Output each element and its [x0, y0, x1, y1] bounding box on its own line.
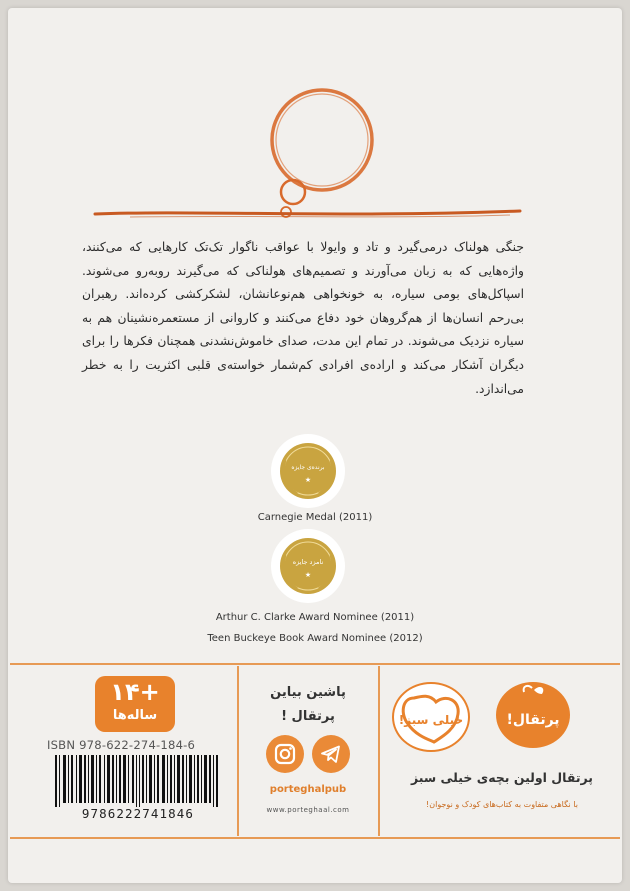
column-divider-left [237, 666, 239, 836]
brand-slogan: پرتقال اولین بچه‌ی خیلی سبز [411, 770, 593, 785]
award-seal-nominee-icon [269, 527, 347, 605]
circles-illustration [0, 0, 630, 230]
telegram-icon[interactable] [312, 735, 350, 773]
social-handle[interactable]: porteghalpub [269, 784, 347, 795]
logo-green-text: خیلی سبز! [398, 713, 464, 727]
award-seal-winner-icon [269, 432, 347, 510]
khili-sabz-logo [392, 682, 470, 752]
seal2-label: نامزد جایزه [292, 558, 324, 566]
isbn-text: ISBN 978-622-274-184-6 [47, 738, 196, 752]
svg-text:★: ★ [304, 476, 312, 484]
award-buckeye: Teen Buckeye Book Award Nominee (2012) [207, 633, 423, 644]
award-carnegie: Carnegie Medal (2011) [257, 512, 373, 523]
seal1-label: برنده‌ی جایزه [291, 464, 325, 471]
synopsis-text: جنگی هولناک درمی‌گیرد و تاد و وایولا با عواقب ناگوار تک‌تک کارهایی که می‌کنند، واژه‌هایی که به زبان می‌آورند و تصمیم‌های هولناکی که می‌گیرند روبه‌رو می‌شوند. اسپاکل‌های بومی سیاره، به خونخواهی هم‌نوعانشان، لشکرکشی کرده‌اند. رهبران بی‌رحم انسان‌ها از هم‌گروهان خود دفاع می‌کنند و کاروانی از مستعمره‌نشینان هم به سیاره نزدیک می‌شوند. در تمام این مدت، صدای خاموش‌نشدنی همچنان فکرها را برای دیگران آشکار می‌کند و اراده‌ی افرادی کم‌شمار خواسته‌ی قلبی اکثریت را به خطر می‌اندازد. [82, 240, 524, 396]
social-heading [258, 681, 358, 729]
logo-main-text: پرتقال! [506, 712, 560, 728]
age-badge [95, 676, 175, 732]
barcode-number: 9786222741846 [81, 806, 195, 821]
age-number: +۱۴ [110, 678, 160, 706]
bottom-border-bottom [10, 837, 620, 839]
svg-text:★: ★ [304, 571, 312, 579]
age-label: ساله‌ها [112, 708, 158, 723]
bottom-border-top [10, 663, 620, 665]
social-heading-line1: پاشین بیاین [270, 685, 346, 700]
porteghal-logo [496, 682, 570, 748]
social-heading-line2: پرتقال ! [281, 709, 335, 724]
column-divider-right [378, 666, 380, 836]
instagram-icon[interactable] [266, 735, 304, 773]
barcode [55, 755, 221, 807]
brand-subslogan: با نگاهی متفاوت به کتاب‌های کودک و نوجوان! [426, 800, 578, 809]
award-clarke: Arthur C. Clarke Award Nominee (2011) [215, 612, 415, 623]
website-url[interactable]: www.porteghaal.com [266, 806, 350, 814]
